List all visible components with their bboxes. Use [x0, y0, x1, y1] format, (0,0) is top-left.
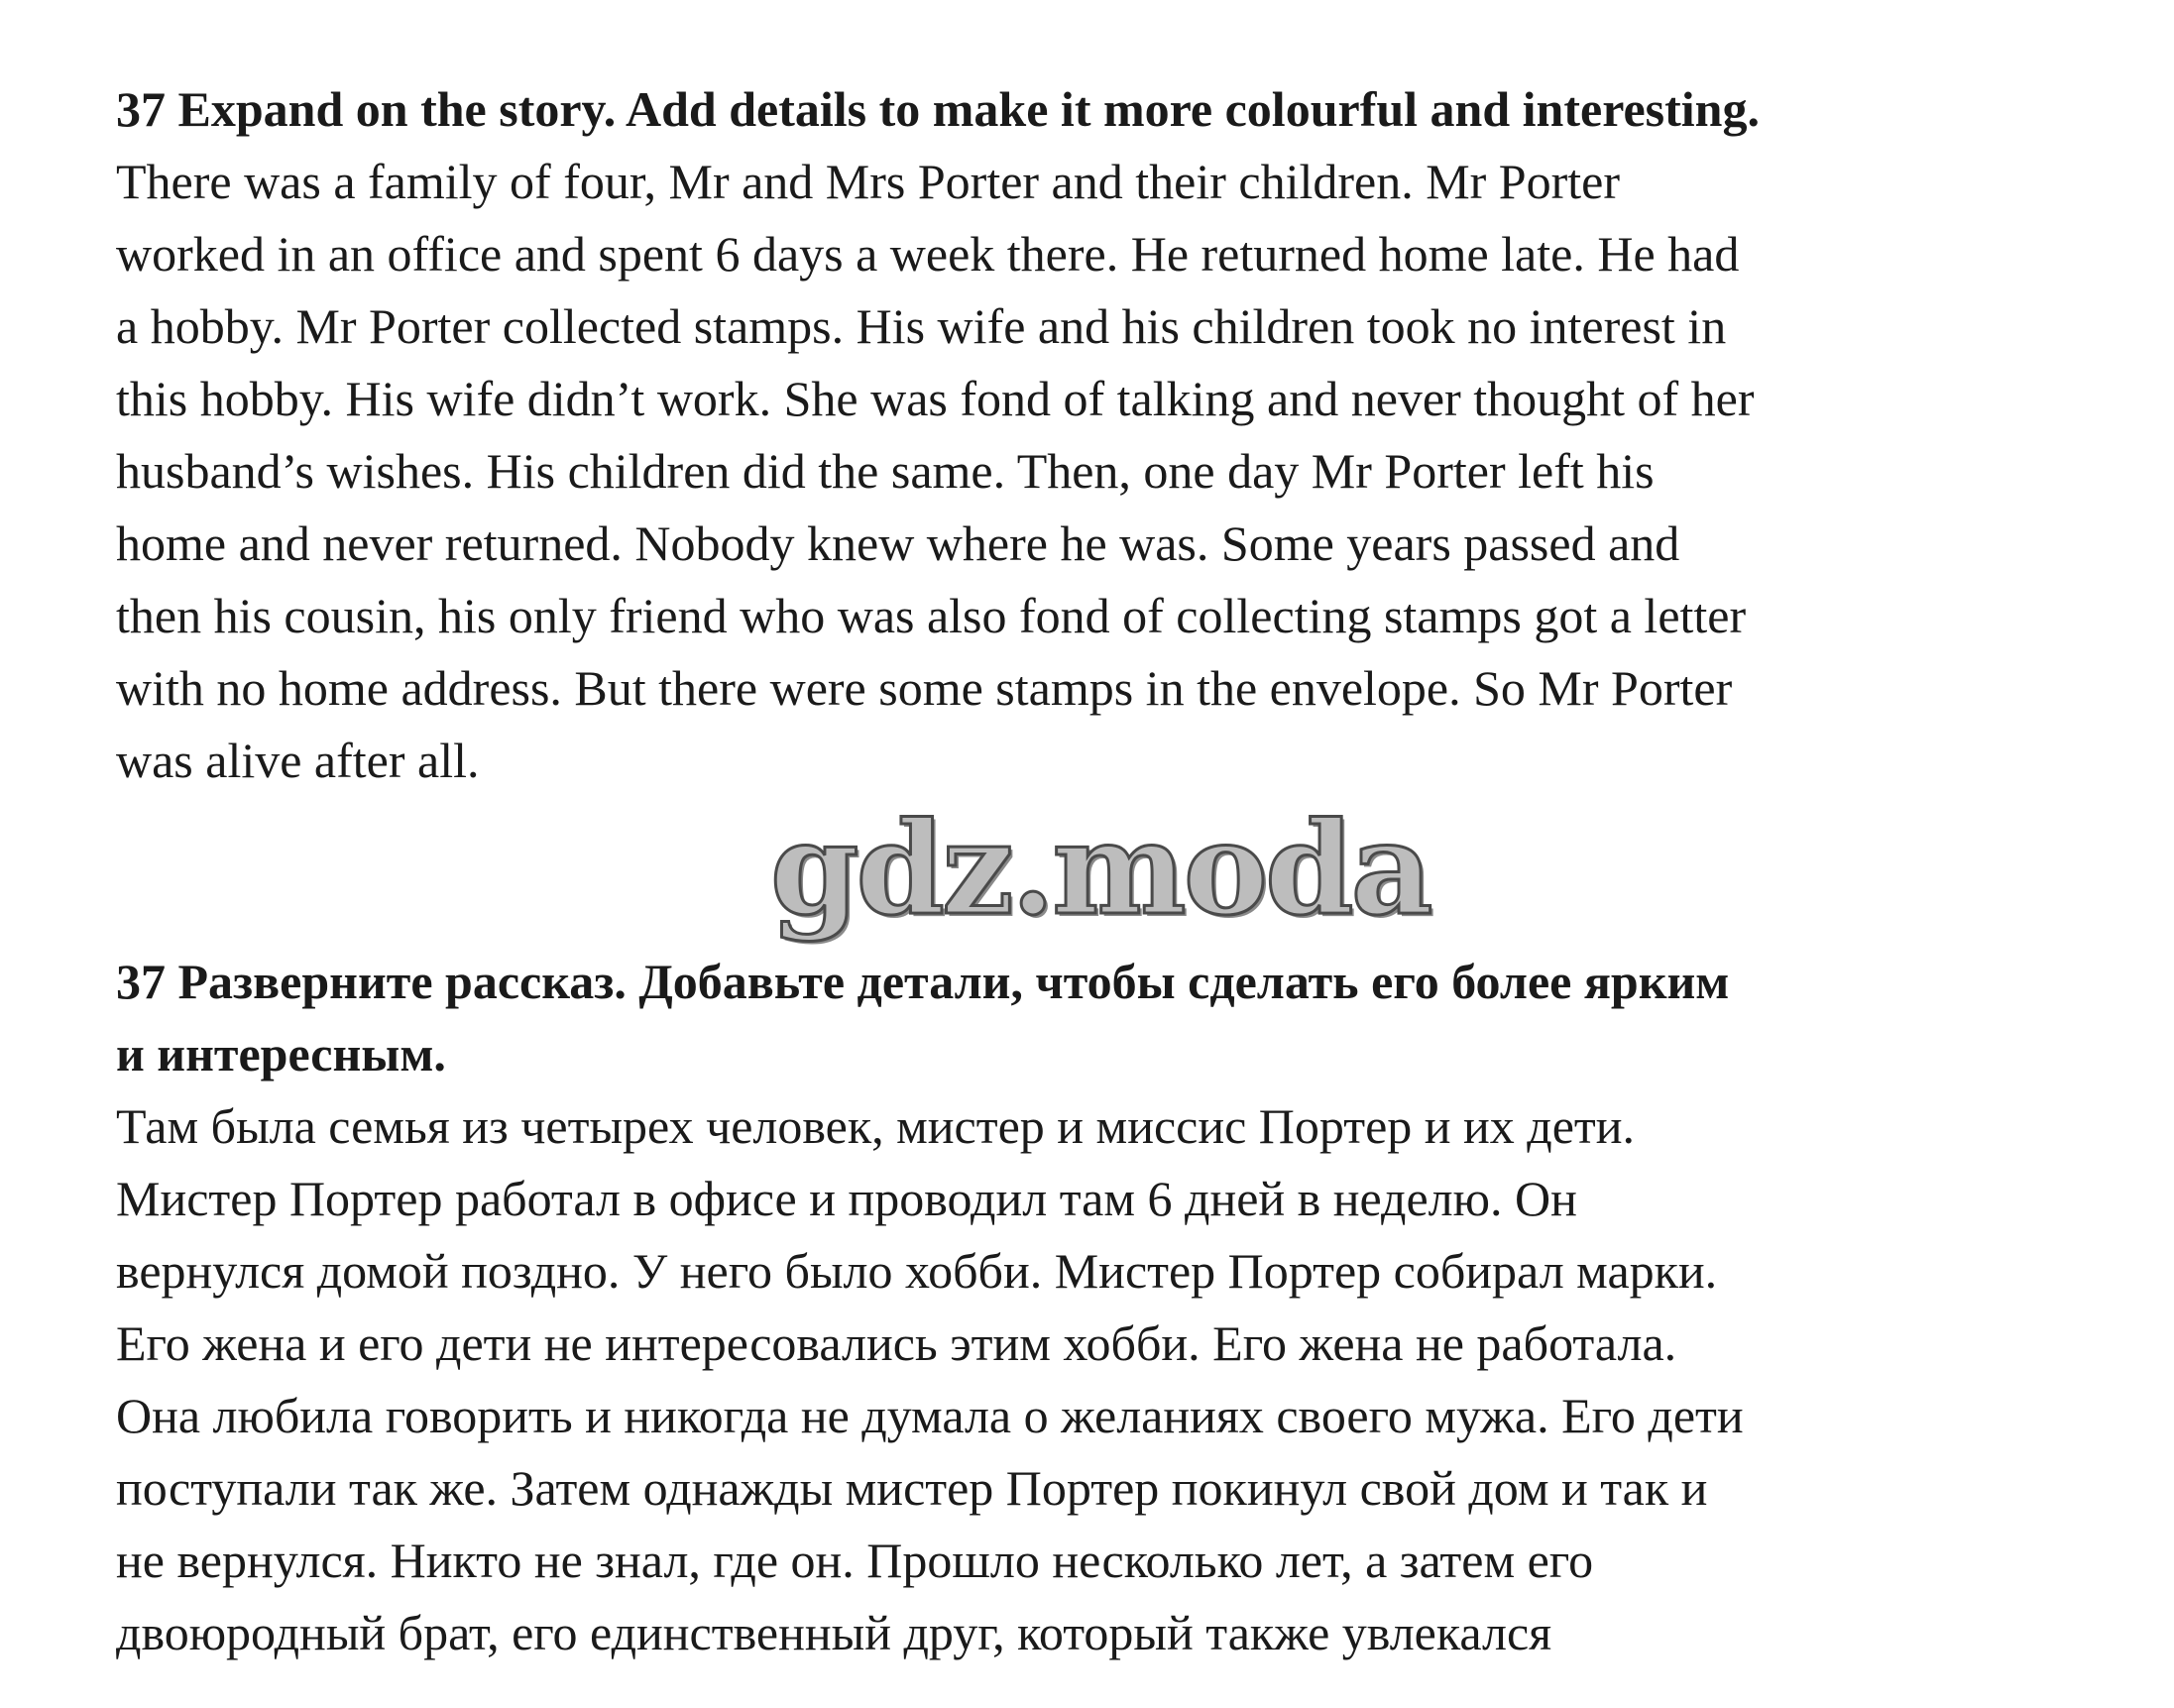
russian-line: Она любила говорить и никогда не думала о желаниях своего мужа. Его дети	[116, 1388, 1744, 1443]
english-story-text	[116, 146, 2099, 797]
english-task-heading: 37 Expand on the story. Add details to make it more colourful and interesting.	[116, 81, 1760, 137]
english-section	[116, 73, 2099, 797]
english-line: then his cousin, his only friend who was also fond of collecting stamps got a letter	[116, 588, 1747, 643]
watermark-logo	[116, 795, 2099, 944]
english-line: was alive after all.	[116, 733, 480, 788]
russian-line: вернулся домой поздно. У него было хобби. Мистер Портер собирал марки.	[116, 1243, 1718, 1299]
russian-line: двоюродный брат, его единственный друг, который также увлекался	[116, 1605, 1552, 1660]
russian-section	[116, 946, 2099, 1669]
english-line: with no home address. But there were some stamps in the envelope. So Mr Porter	[116, 660, 1733, 716]
russian-story-text	[116, 1090, 2099, 1669]
english-line: husband’s wishes. His children did the same. Then, one day Mr Porter left his	[116, 443, 1655, 499]
document-page	[116, 73, 2099, 1669]
russian-line: Мистер Портер работал в офисе и проводил там 6 дней в неделю. Он	[116, 1171, 1577, 1226]
russian-heading-line: и интересным.	[116, 1026, 446, 1082]
english-line: There was a family of four, Mr and Mrs Porter and their children. Mr Porter	[116, 154, 1620, 209]
russian-line: Там была семья из четырех человек, мистер и миссис Портер и их дети.	[116, 1098, 1636, 1154]
russian-line: Его жена и его дети не интересовались этим хобби. Его жена не работала.	[116, 1315, 1677, 1371]
english-line: a hobby. Mr Porter collected stamps. His wife and his children took no interest in	[116, 298, 1727, 354]
english-line: worked in an office and spent 6 days a week there. He returned home late. He had	[116, 226, 1740, 282]
russian-task-heading	[116, 946, 2099, 1090]
russian-heading-line: 37 Разверните рассказ. Добавьте детали, чтобы сделать его более ярким	[116, 954, 1730, 1009]
english-line: home and never returned. Nobody knew where he was. Some years passed and	[116, 515, 1680, 571]
english-line: this hobby. His wife didn’t work. She was fond of talking and never thought of her	[116, 371, 1755, 426]
watermark-text: gdz.moda	[770, 795, 1430, 944]
russian-line: поступали так же. Затем однажды мистер Портер покинул свой дом и так и	[116, 1460, 1708, 1516]
russian-line: не вернулся. Никто не знал, где он. Прошло несколько лет, а затем его	[116, 1533, 1594, 1588]
